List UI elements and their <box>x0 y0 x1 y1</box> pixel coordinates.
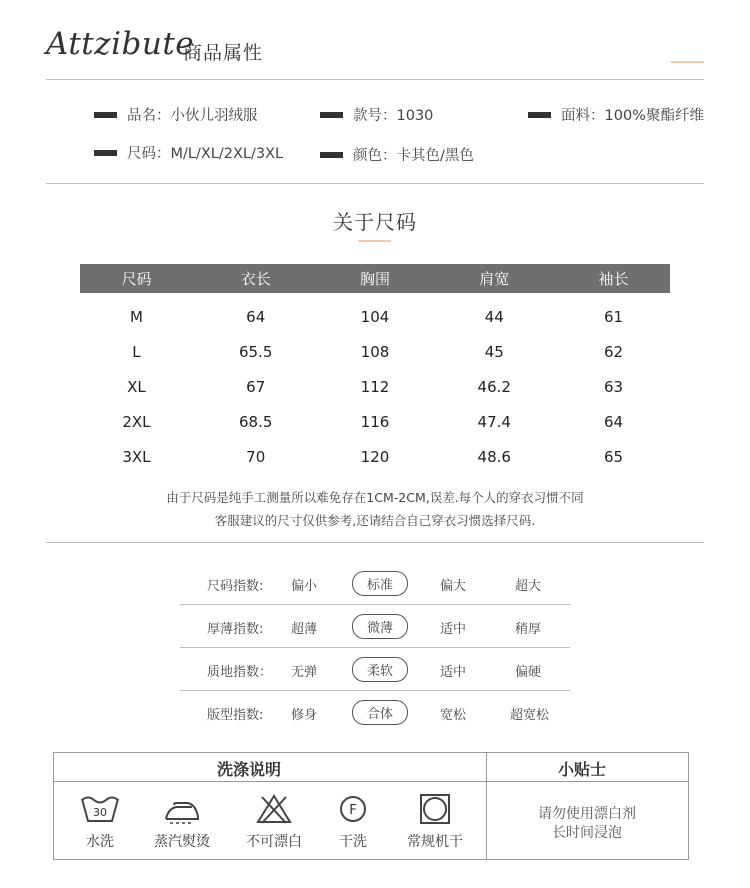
col-header: 胸围 <box>319 264 432 293</box>
size-note-line2: 客服建议的尺寸仅供参考,还请结合自己穿衣习惯选择尺码. <box>214 513 536 528</box>
care-label: 水洗 <box>86 834 114 850</box>
index-label: 厚薄指数: <box>207 622 264 637</box>
col-header: 尺码 <box>80 264 193 293</box>
col-header: 肩宽 <box>431 264 557 293</box>
index-option: 适中 <box>440 665 467 680</box>
care-item-tumble-dry <box>399 793 471 851</box>
bullet-bar <box>528 112 551 118</box>
size-note-line1: 由于尺码是纯手工测量所以难免存在1CM-2CM,误差.每个人的穿衣习惯不同 <box>166 490 584 505</box>
care-item-dry-clean <box>324 793 382 851</box>
index-row-fit <box>180 691 570 733</box>
index-option: 超薄 <box>291 622 318 637</box>
section-title-attributes: 商品属性 <box>183 42 264 64</box>
index-option: 稍厚 <box>515 622 542 637</box>
index-option: 无弹 <box>291 665 318 680</box>
svg-text:F: F <box>349 803 357 818</box>
table-row: 3XL 70 120 48.6 65 <box>122 447 624 466</box>
table-row: 2XL 68.5 116 47.4 64 <box>122 412 624 431</box>
index-option: 偏小 <box>291 579 318 594</box>
bullet-bar <box>320 112 343 118</box>
care-label: 蒸汽熨烫 <box>154 834 210 850</box>
care-item-wash <box>68 793 132 851</box>
size-section-title: 关于尺码 <box>333 210 417 234</box>
index-option: 宽松 <box>440 708 467 723</box>
bullet-bar <box>94 150 117 156</box>
header-accent <box>671 61 704 63</box>
attributes-divider <box>46 183 704 184</box>
no-bleach-icon <box>254 793 294 825</box>
wash-30-icon <box>80 793 120 825</box>
index-option: 修身 <box>291 708 318 723</box>
header-divider <box>46 79 704 80</box>
attr-fabric: 面料：100%聚酯纤维 <box>528 104 704 125</box>
care-item-iron <box>146 793 218 851</box>
index-option: 超宽松 <box>510 708 550 723</box>
svg-text:30: 30 <box>93 806 107 819</box>
iron-icon <box>162 793 202 825</box>
index-option-selected: 柔软 <box>352 657 408 682</box>
index-label: 版型指数: <box>207 708 264 723</box>
index-row-size <box>180 562 570 605</box>
index-option: 适中 <box>440 622 467 637</box>
index-option-selected: 标准 <box>352 571 408 596</box>
care-title: 洗涤说明 <box>217 760 282 779</box>
index-option: 超大 <box>515 579 542 594</box>
brand-logo: Attzibute <box>46 26 195 62</box>
tip-line: 长时间浸泡 <box>552 825 622 841</box>
index-option-selected: 微薄 <box>352 614 408 639</box>
attr-sizes: 尺码：M/L/XL/2XL/3XL <box>94 142 283 163</box>
table-row: M 64 104 44 61 <box>129 307 624 326</box>
index-option: 偏大 <box>440 579 467 594</box>
tip-line: 请勿使用漂白剂 <box>538 806 636 822</box>
care-tip <box>487 805 687 843</box>
index-option-selected: 合体 <box>352 700 408 725</box>
tips-title: 小贴士 <box>558 760 607 779</box>
care-label: 不可漂白 <box>246 834 302 850</box>
care-panel <box>53 752 689 860</box>
dry-clean-icon <box>333 793 373 825</box>
col-header: 袖长 <box>557 264 670 293</box>
tumble-dry-icon <box>415 793 455 825</box>
index-label: 质地指数： <box>207 665 273 680</box>
table-row: XL 67 112 46.2 63 <box>127 377 624 396</box>
size-title-accent <box>358 240 391 242</box>
index-row-texture <box>180 648 570 691</box>
attr-style-no: 款号：1030 <box>320 104 433 125</box>
care-label: 干洗 <box>339 834 367 850</box>
attr-color: 颜色：卡其色/黑色 <box>320 144 474 165</box>
size-table <box>80 264 670 474</box>
size-table-header <box>80 264 670 293</box>
index-option: 偏硬 <box>515 665 542 680</box>
col-header: 衣长 <box>193 264 319 293</box>
table-row: L 65.5 108 45 62 <box>132 342 624 361</box>
index-label: 尺码指数: <box>207 579 264 594</box>
index-row-thickness <box>180 605 570 648</box>
attr-name: 品名：小伙儿羽绒服 <box>94 104 258 125</box>
bullet-bar <box>320 152 343 158</box>
size-divider <box>46 542 704 543</box>
care-item-no-bleach <box>238 793 310 851</box>
bullet-bar <box>94 112 117 118</box>
care-label: 常规机干 <box>407 834 463 850</box>
